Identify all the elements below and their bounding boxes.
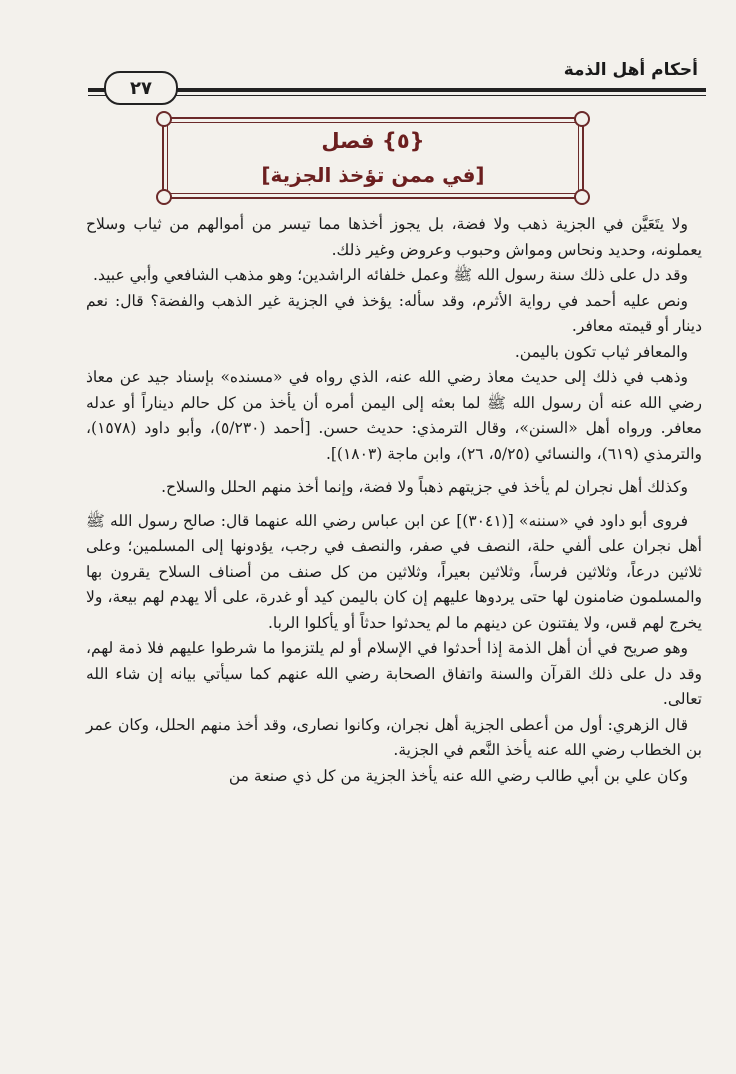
- header-rule-thin: [88, 95, 706, 96]
- paragraph: ونص عليه أحمد في رواية الأثرم، وقد سأله: يؤخذ في الجزية غير الذهب والفضة؟ قال: نعم دينار أو قيمته معافر.: [86, 291, 702, 335]
- paragraph: والمعافر ثياب تكون باليمن.: [514, 342, 688, 361]
- section-heading-frame: [162, 117, 584, 199]
- paragraph: ولا يتَعَيَّن في الجزية ذهب ولا فضة، بل يجوز أخذها مما تيسر من أموالهم من ثياب وسلاح يعملونه، وحديد ونحاس ومواش وحبوب وعروض وغير ذلك.: [86, 215, 702, 259]
- paragraph: وهو صريح في أن أهل الذمة إذا أحدثوا في الإسلام أو لم يلتزموا ما شرطوا عليهم فلا ذمة لهم، وقد دل على ذلك القرآن والسنة واتفاق الصحابة رضي الله عنهم كما سيأتي بيانه إن شاء الله تعالى.: [86, 639, 702, 708]
- paragraph-with-citation: وذهب في ذلك إلى حديث معاذ رضي الله عنه، الذي رواه في «مسنده» بإسناد جيد عن معاذ رضي الله عنه أن رسول الله ﷺ لما بعثه إلى اليمن أمره أن يأخذ من كل حالم ديناراً أو عدله معافر. ورواه أهل «السنن»، وقال الترمذي: حديث حسن. [أحمد (٥/٢٣٠)، وأبو داود (١٥٧٨)، والترمذي (٦١٩)، والنسائي (٥/٢٥، ٢٦)، وابن ماجة (١٨٠٣)].: [86, 368, 702, 463]
- running-title: أحكام أهل الذمة: [563, 60, 698, 80]
- paragraph: وكذلك أهل نجران لم يأخذ في جزيتهم ذهباً ولا فضة، وإنما أخذ منهم الحلل والسلاح.: [161, 478, 688, 496]
- paragraph: فروى أبو داود في «سننه» [(٣٠٤١)] عن ابن عباس رضي الله عنهما قال: صالح رسول الله ﷺ أهل نجران على ألفي حلة، النصف في صفر، والنصف في رجب، يؤدونها إلى المسلمين؛ وعلى ثلاثين درعاً، وثلاثين فرساً، وثلاثين بعيراً، وثلاثين من كل صنف من أصناف السلاح يقرون بها والمسلمون ضامنون لها حتى يردوها عليهم إن كان باليمن كيد أو غدرة، على ألا يهدم لهم بيعة، ولا يخرج لهم قس، ولا يفتنون عن دينهم ما لم يحدثوا حدثاً أو يأكلوا الربا.: [86, 511, 702, 632]
- section-heading: {٥} فصل: [321, 129, 425, 153]
- body-text: [86, 212, 702, 789]
- header-rule: [88, 88, 706, 92]
- frame-corner-ornament: [574, 189, 590, 205]
- paragraph: وقد دل على ذلك سنة رسول الله ﷺ وعمل خلفائه الراشدين؛ وهو مذهب الشافعي وأبي عبيد.: [93, 266, 688, 284]
- page-number: ٢٧: [104, 71, 178, 105]
- frame-corner-ornament: [156, 189, 172, 205]
- paragraph: قال الزهري: أول من أعطى الجزية أهل نجران، وكانوا نصارى، وقد أخذ منهم الحلل، وكان عمر بن الخطاب رضي الله عنه يأخذ النَّعم في الجزية.: [86, 715, 702, 759]
- section-subheading: [في ممن تؤخذ الجزية]: [261, 163, 485, 187]
- paragraph: وكان علي بن أبي طالب رضي الله عنه يأخذ الجزية من كل ذي صنعة من: [228, 766, 688, 785]
